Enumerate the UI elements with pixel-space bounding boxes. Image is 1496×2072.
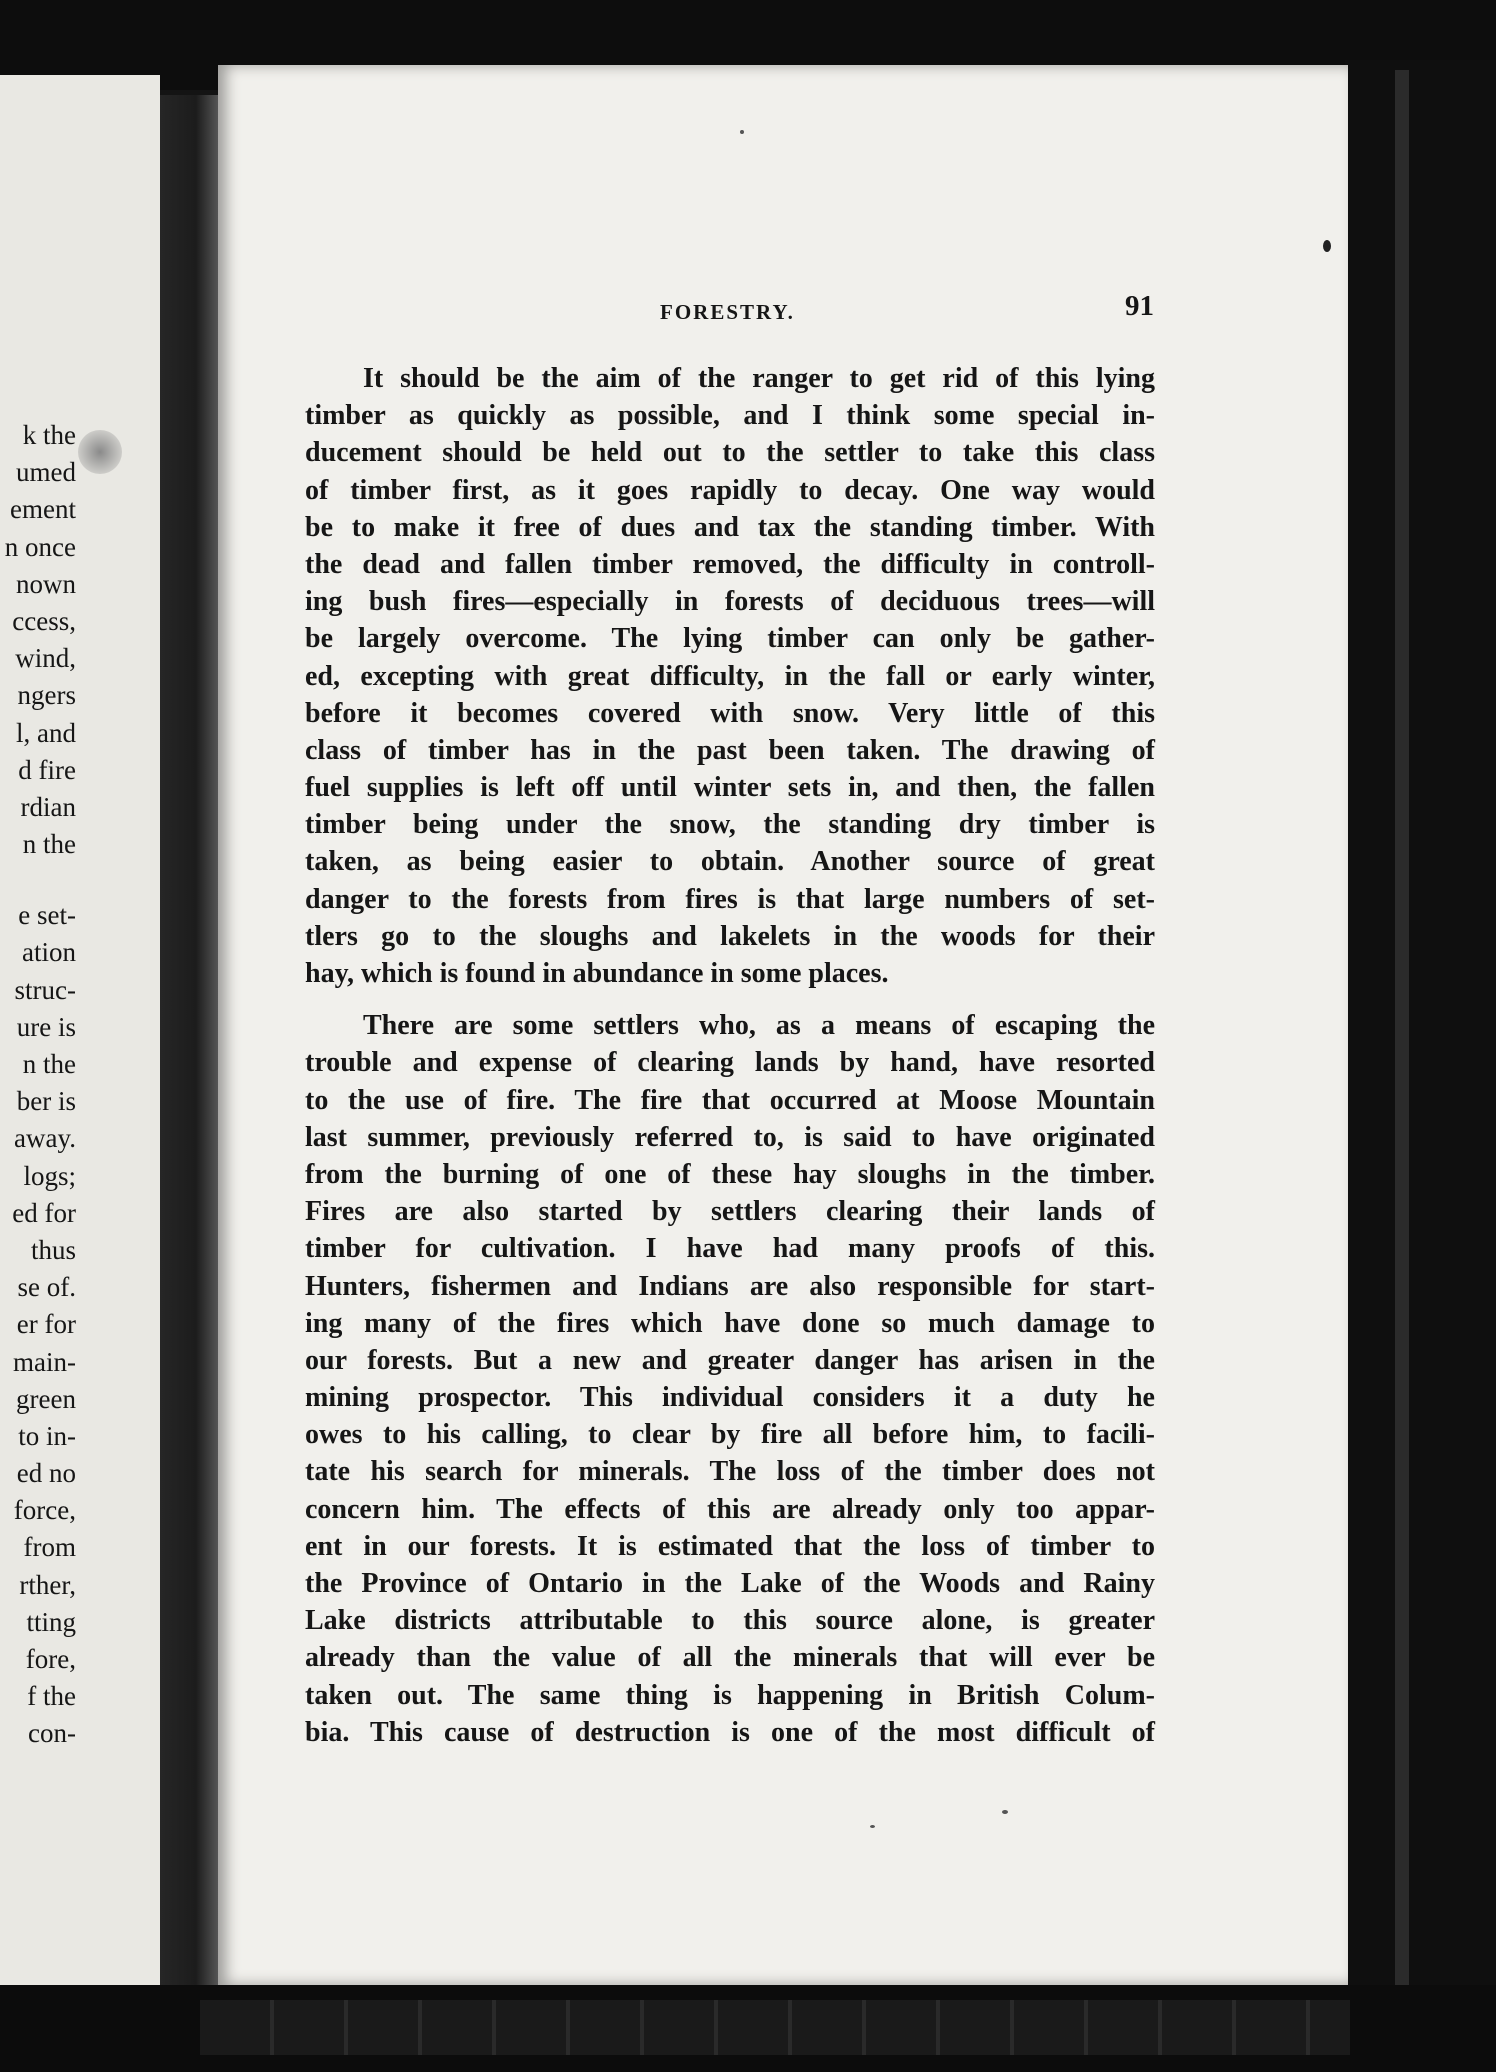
left-line: ccess, <box>12 605 76 636</box>
left-line: rdian <box>20 791 76 822</box>
left-line: se of. <box>17 1272 76 1303</box>
left-line: ber is <box>16 1086 76 1117</box>
text-line: trouble and expense of clearing lands by hand, have resorted <box>305 1047 1155 1079</box>
text-line: danger to the forests from fires is that large numbers of set- <box>305 883 1155 915</box>
text-line: concern him. The effects of this are already only too appar- <box>305 1493 1155 1525</box>
left-line: ngers <box>17 680 76 711</box>
left-facing-page <box>0 75 160 2070</box>
ink-smudge <box>78 430 122 474</box>
left-line: green <box>16 1383 76 1414</box>
left-line: e set- <box>18 900 76 931</box>
left-line: wind, <box>15 643 76 674</box>
left-line: force, <box>13 1495 76 1526</box>
text-line: owes to his calling, to clear by fire all before him, to facili- <box>305 1419 1155 1451</box>
text-line: tlers go to the sloughs and lakelets in the woods for their <box>305 920 1155 952</box>
text-line: ent in our forests. It is estimated that the loss of timber to <box>305 1530 1155 1562</box>
left-line: k the <box>22 420 76 450</box>
text-line: the Province of Ontario in the Lake of the Woods and Rainy <box>305 1568 1155 1599</box>
text-line: hay, which is found in abundance in some places. <box>305 958 889 989</box>
left-line: n once <box>4 531 76 562</box>
text-line: fuel supplies is left off until winter sets in, and then, the fallen <box>305 772 1155 804</box>
left-line: n the <box>22 1049 76 1079</box>
text-line: timber as quickly as possible, and I think some special in- <box>305 400 1155 432</box>
left-line: ement <box>10 494 76 525</box>
left-line: struc- <box>14 974 76 1005</box>
text-line: timber being under the snow, the standing dry timber is <box>305 809 1155 841</box>
text-line: ed, excepting with great difficulty, in the fall or early winter, <box>305 660 1155 692</box>
text-line: taken, as being easier to obtain. Another source of great <box>305 846 1155 878</box>
text-line: bia. This cause of destruction is one of the most difficult of <box>305 1716 1155 1748</box>
paragraph <box>305 360 1155 992</box>
left-line: ure is <box>16 1011 76 1042</box>
text-line: last summer, previously referred to, is said to have originated <box>305 1121 1155 1153</box>
left-line: logs; <box>23 1160 76 1191</box>
text-line: be largely overcome. The lying timber can only be gather- <box>305 623 1155 655</box>
dust-speck <box>870 1825 875 1828</box>
text-line: ing bush fires—especially in forests of deciduous trees—will <box>305 586 1155 618</box>
left-line: l, and <box>16 717 76 748</box>
left-line: rther, <box>19 1569 76 1600</box>
text-line: tate his search for minerals. The loss of the timber does not <box>305 1456 1155 1488</box>
left-line: thus <box>30 1234 76 1265</box>
text-line: There are some settlers who, as a means of escaping the <box>363 1010 1155 1042</box>
left-line: con- <box>28 1718 76 1749</box>
left-line: ation <box>22 937 76 968</box>
left-line: away. <box>14 1123 76 1154</box>
text-line: the dead and fallen timber removed, the difficulty in controll- <box>305 548 1155 580</box>
book-gutter <box>160 95 220 1985</box>
page-number: 91 <box>1125 290 1154 322</box>
text-line: ing many of the fires which have done so much damage to <box>305 1307 1155 1339</box>
text-line: before it becomes covered with snow. Very little of this <box>305 697 1155 729</box>
running-title: FORESTRY. <box>660 300 795 324</box>
left-line: to in- <box>18 1420 76 1451</box>
left-line: n the <box>22 829 76 860</box>
text-line: from the burning of one of these hay sloughs in the timber. <box>305 1158 1155 1190</box>
text-line: be to make it free of dues and tax the standing timber. With <box>305 511 1155 543</box>
text-line: of timber first, as it goes rapidly to decay. One way would <box>305 474 1155 506</box>
text-line: ducement should be held out to the settler to take this class <box>305 437 1155 469</box>
text-line: timber for cultivation. I have had many proofs of this. <box>305 1233 1155 1265</box>
text-line: It should be the aim of the ranger to get rid of this lying <box>363 363 1155 394</box>
book-edge-rail <box>1395 70 1409 2000</box>
dust-speck <box>1002 1810 1008 1814</box>
left-line: nown <box>16 568 76 599</box>
left-line: from <box>23 1532 76 1563</box>
film-frame-right <box>1345 60 1496 2020</box>
left-line: umed <box>16 457 76 488</box>
left-line: ed no <box>16 1458 76 1489</box>
left-line: ed for <box>12 1197 76 1228</box>
paragraph <box>305 1007 1155 1751</box>
film-sprocket-strip <box>200 2000 1350 2055</box>
dust-speck <box>740 130 744 134</box>
page-body <box>305 360 1155 1751</box>
left-line: er for <box>16 1309 76 1340</box>
left-line: f the <box>27 1681 76 1712</box>
left-line: main- <box>13 1346 76 1377</box>
left-page-text <box>0 417 76 1753</box>
text-line: class of timber has in the past been taken. The drawing of <box>305 734 1155 766</box>
text-line: Hunters, fishermen and Indians are also responsible for start- <box>305 1270 1155 1302</box>
text-line: to the use of fire. The fire that occurred at Moose Mountain <box>305 1084 1155 1116</box>
text-line: Lake districts attributable to this source alone, is greater <box>305 1605 1155 1637</box>
text-line: our forests. But a new and greater danger has arisen in the <box>305 1344 1155 1376</box>
left-line: fore, <box>25 1644 76 1674</box>
text-line: mining prospector. This individual considers it a duty he <box>305 1382 1155 1414</box>
left-line: tting <box>26 1606 76 1637</box>
text-line: taken out. The same thing is happening in British Colum- <box>305 1679 1155 1711</box>
text-line: already than the value of all the minerals that will ever be <box>305 1642 1155 1674</box>
text-line: Fires are also started by settlers clearing their lands of <box>305 1196 1155 1228</box>
dust-speck <box>1323 240 1331 252</box>
left-line: d fire <box>18 754 76 785</box>
